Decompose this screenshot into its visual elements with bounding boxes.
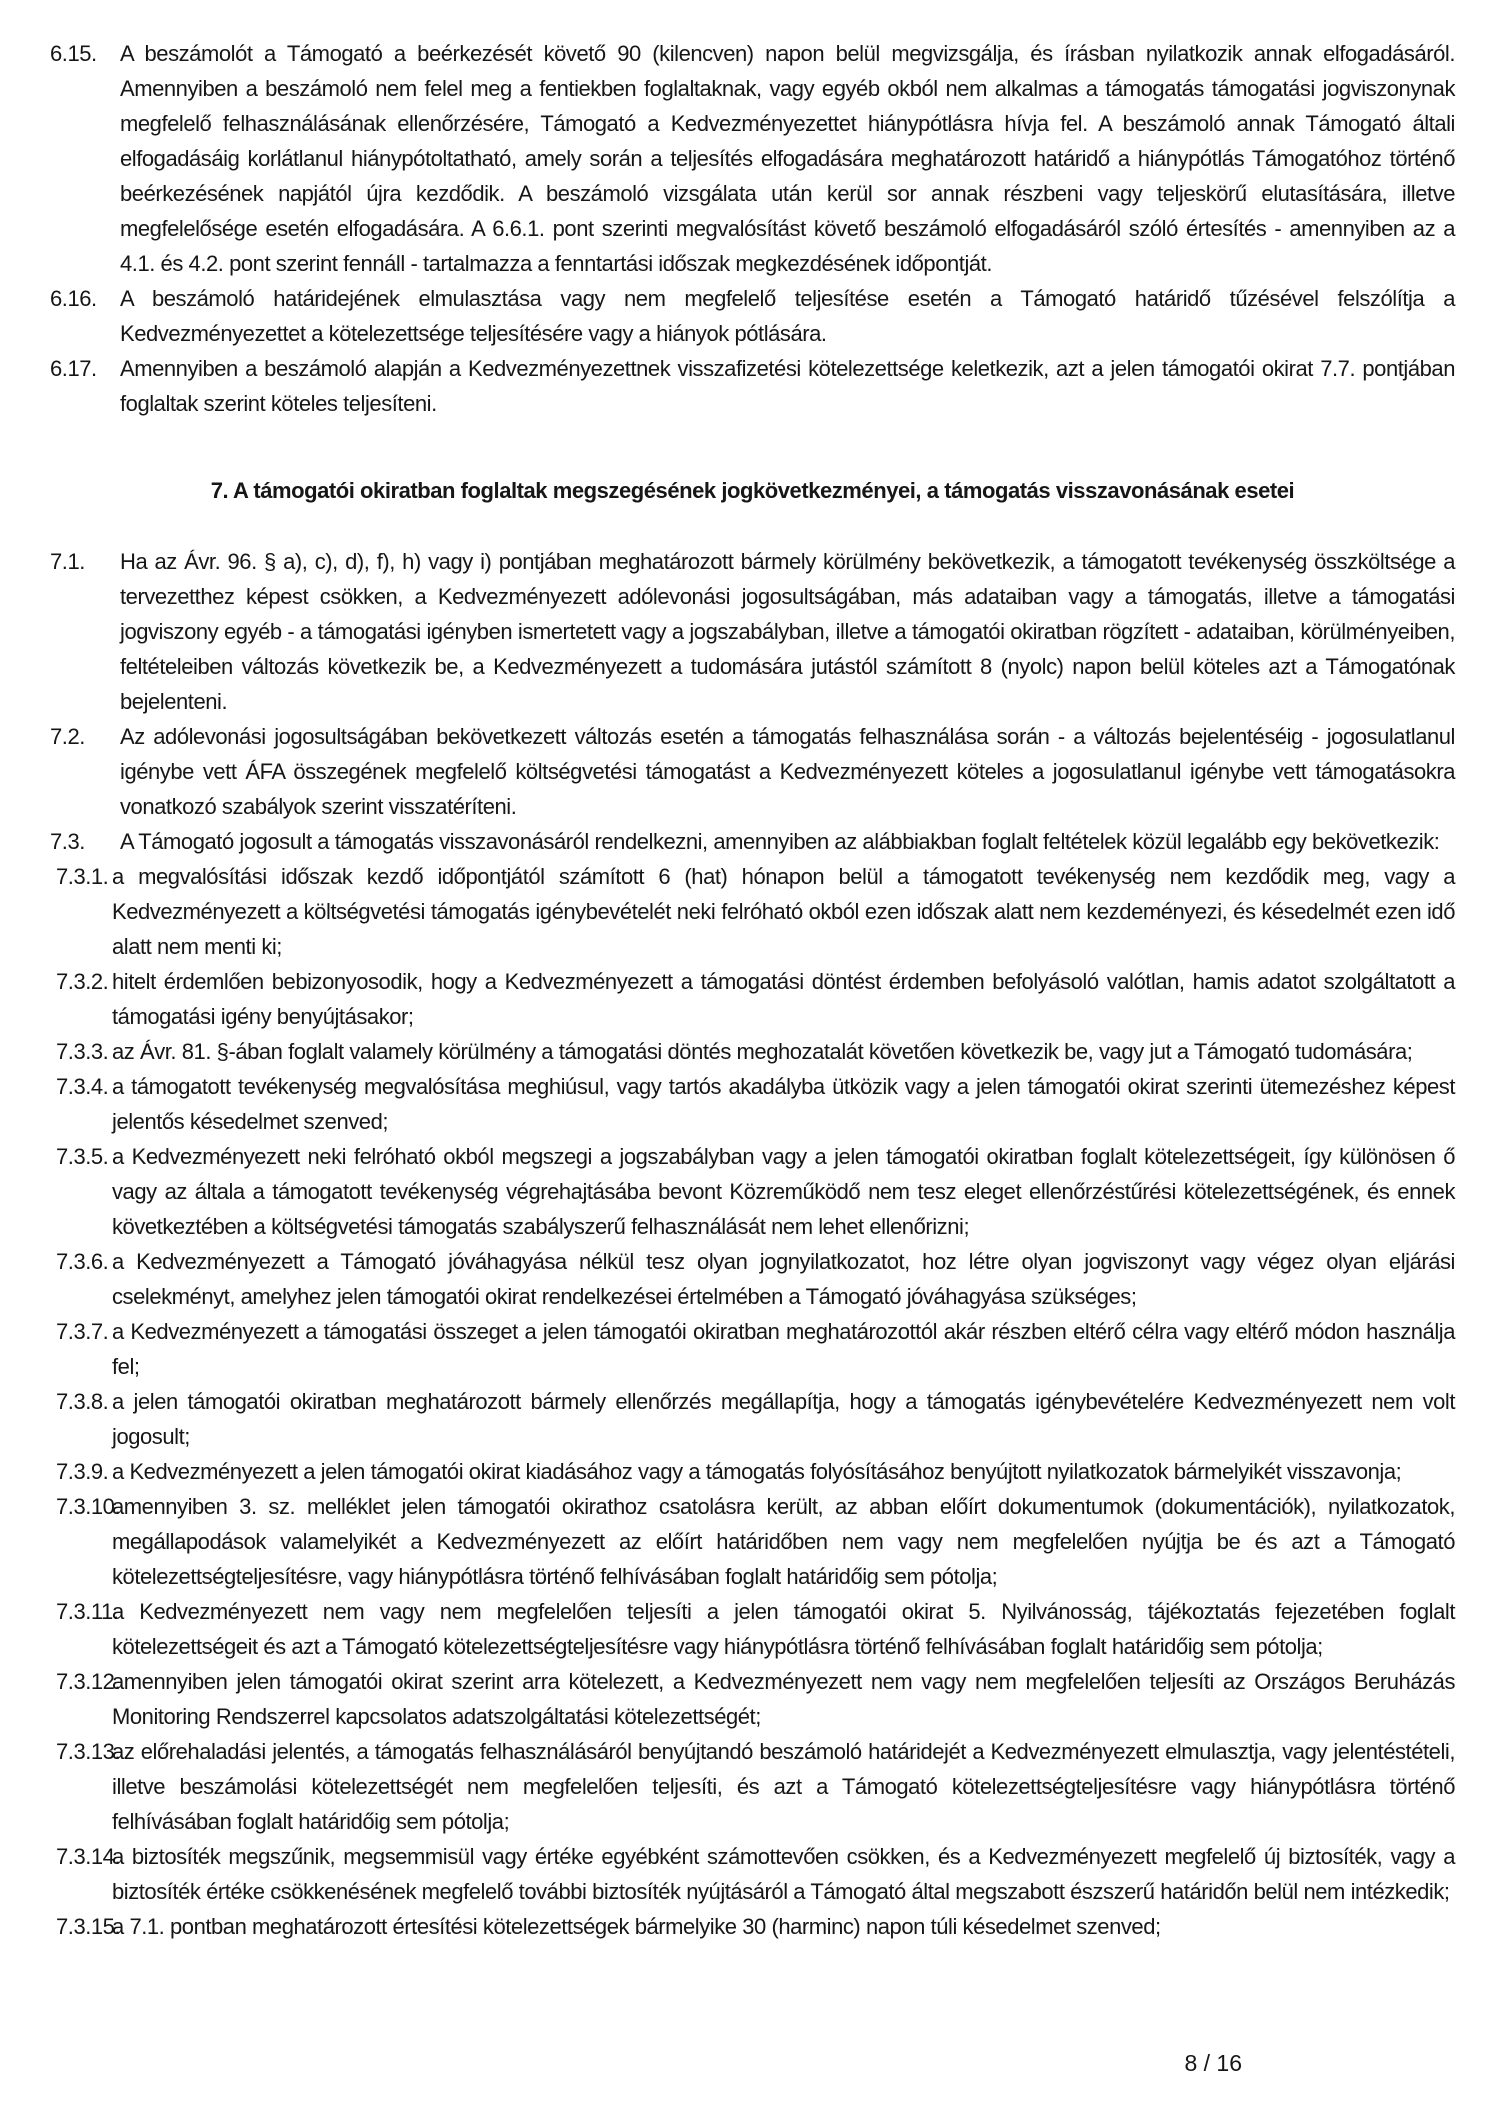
clause-7-3-5 <box>50 1139 1455 1244</box>
clause-text: amennyiben jelen támogatói okirat szerint arra kötelezett, a Kedvezményezett nem vagy nem megfelelően teljesíti az Országos Beruházás Monitoring Rendszerrel kapcsolatos adatszolgáltatási kötelezettségét; <box>112 1669 1455 1729</box>
clause-number: 7.3.13. <box>56 1739 121 1764</box>
clause-text: A beszámoló határidejének elmulasztása vagy nem megfelelő teljesítése esetén a Támogató határidő tűzésével felszólítja a Kedvezményezettet a kötelezettsége teljesítésére vagy a hiányok pótlására. <box>120 286 1455 346</box>
clause-text: a Kedvezményezett a jelen támogatói okirat kiadásához vagy a támogatás folyósításához benyújtott nyilatkozatok bármelyikét visszavonja; <box>112 1459 1402 1484</box>
page-number: 8 / 16 <box>1184 2050 1242 2076</box>
clause-text: Az adólevonási jogosultságában bekövetkezett változás esetén a támogatás felhasználása során - a változás bejelentéséig - jogosulatlanul igénybe vett ÁFA összegének megfelelő költségvetési támogatást a Kedvezményezett köteles a jogosulatlanul igénybe vett támogatásokra vonatkozó szabályok szerint visszatéríteni. <box>120 724 1455 819</box>
clause-number: 7.3.7. <box>56 1319 109 1344</box>
clause-text: a Kedvezményezett neki felróható okból megszegi a jogszabályban vagy a jelen támogatói okiratban foglalt kötelezettségeit, így különösen ő vagy az általa a támogatott tevékenység végrehajtásába bevont Közreműködő nem tesz eleget ellenőrzéstűrési kötelezettségének, és ennek következtében a költségvetési támogatás szabályszerű felhasználását nem lehet ellenőrizni; <box>112 1144 1455 1239</box>
clause-number: 6.16. <box>50 286 97 311</box>
clause-text: a megvalósítási időszak kezdő időpontjától számított 6 (hat) hónapon belül a támogatott tevékenység nem kezdődik meg, vagy a Kedvezményezett a költségvetési támogatás igénybevételét neki felróható okból ezen időszak alatt nem kezdeményezi, és késedelmét ezen idő alatt nem menti ki; <box>112 864 1455 959</box>
clause-number: 7.2. <box>50 724 85 749</box>
clause-7-3-6 <box>50 1244 1455 1314</box>
clause-7-3-8 <box>50 1384 1455 1454</box>
clause-7-3-9 <box>50 1454 1455 1489</box>
clause-7-3-3 <box>50 1034 1455 1069</box>
document-content <box>50 36 1455 1944</box>
clause-7-3-7 <box>50 1314 1455 1384</box>
clause-text: Amennyiben a beszámoló alapján a Kedvezményezettnek visszafizetési kötelezettsége keletkezik, azt a jelen támogatói okirat 7.7. pontjában foglaltak szerint köteles teljesíteni. <box>120 356 1455 416</box>
clause-text: a jelen támogatói okiratban meghatározott bármely ellenőrzés megállapítja, hogy a támogatás igénybevételére Kedvezményezett nem volt jogosult; <box>112 1389 1455 1449</box>
clause-7-3-13 <box>50 1734 1455 1839</box>
clause-7-3-12 <box>50 1664 1455 1734</box>
clause-number: 6.15. <box>50 41 97 66</box>
clause-number: 7.3. <box>50 829 85 854</box>
clause-number: 7.1. <box>50 549 85 574</box>
clause-7-3-4 <box>50 1069 1455 1139</box>
clause-6-15 <box>50 36 1455 281</box>
clause-text: Ha az Ávr. 96. § a), c), d), f), h) vagy i) pontjában meghatározott bármely körülmény bekövetkezik, a támogatott tevékenység összköltsége a tervezetthez képest csökken, a Kedvezményezett adólevonási jogosultságában, más adataiban vagy a támogatás, illetve a támogatási jogviszony egyéb - a támogatási igényben ismertetett vagy a jogszabályban, illetve a támogatói okiratban rögzített - adataiban, körülményeiben, feltételeiben változás következik be, a Kedvezményezett a tudomására jutástól számított 8 (nyolc) napon belül köteles azt a Támogatónak bejelenteni. <box>120 549 1455 714</box>
clause-7-3-14 <box>50 1839 1455 1909</box>
clause-number: 6.17. <box>50 356 97 381</box>
clause-number: 7.3.5. <box>56 1144 109 1169</box>
clause-text: a Kedvezményezett a Támogató jóváhagyása nélkül tesz olyan jognyilatkozatot, hoz létre olyan jogviszonyt vagy végez olyan eljárási cselekményt, amelyhez jelen támogatói okirat rendelkezései értelmében a Támogató jóváhagyása szükséges; <box>112 1249 1455 1309</box>
clause-7-1 <box>50 544 1455 719</box>
clause-text: hitelt érdemlően bebizonyosodik, hogy a Kedvezményezett a támogatási döntést érdemben befolyásoló valótlan, hamis adatot szolgáltatott a támogatási igény benyújtásakor; <box>112 969 1455 1029</box>
clause-number: 7.3.2. <box>56 969 109 994</box>
clause-7-3 <box>50 824 1455 859</box>
clause-text: amennyiben 3. sz. melléklet jelen támogatói okirathoz csatolásra került, az abban előírt dokumentumok (dokumentációk), nyilatkozatok, megállapodások valamelyikét a Kedvezményezett az előírt határidőben nem vagy nem megfelelően nyújtja be és azt a Támogató kötelezettségteljesítésre, vagy hiánypótlásra történő felhívásában foglalt határidőig sem pótolja; <box>112 1494 1455 1589</box>
clause-7-3-11 <box>50 1594 1455 1664</box>
clause-6-16 <box>50 281 1455 351</box>
clause-number: 7.3.8. <box>56 1389 109 1414</box>
section-7-heading: 7. A támogatói okiratban foglaltak megszegésének jogkövetkezményei, a támogatás visszavonásának esetei <box>210 478 1295 503</box>
clause-number: 7.3.12. <box>56 1669 121 1694</box>
clause-number: 7.3.14. <box>56 1844 121 1869</box>
clause-7-3-1 <box>50 859 1455 964</box>
clause-text: a Kedvezményezett nem vagy nem megfelelően teljesíti a jelen támogatói okirat 5. Nyilvánosság, tájékoztatás fejezetében foglalt kötelezettségeit és azt a Támogató kötelezettségteljesítésre vagy hiánypótlásra történő felhívásában foglalt határidőig sem pótolja; <box>112 1599 1455 1659</box>
clause-text: az Ávr. 81. §-ában foglalt valamely körülmény a támogatási döntés meghozatalát követően következik be, vagy jut a Támogató tudomására; <box>112 1039 1413 1064</box>
clause-number: 7.3.10. <box>56 1494 121 1519</box>
clause-number: 7.3.4. <box>56 1074 109 1099</box>
clause-number: 7.3.6. <box>56 1249 109 1274</box>
clause-7-2 <box>50 719 1455 824</box>
clause-7-3-2 <box>50 964 1455 1034</box>
clause-text: a támogatott tevékenység megvalósítása meghiúsul, vagy tartós akadályba ütközik vagy a jelen támogatói okirat szerinti ütemezéshez képest jelentős késedelmet szenved; <box>112 1074 1455 1134</box>
clause-number: 7.3.1. <box>56 864 109 889</box>
clause-6-17 <box>50 351 1455 421</box>
clause-text: az előrehaladási jelentés, a támogatás felhasználásáról benyújtandó beszámoló határidejét a Kedvezményezett elmulasztja, vagy jelentéstételi, illetve beszámolási kötelezettségét nem megfelelően teljesíti, és azt a Támogató kötelezettségteljesítésre vagy hiánypótlásra történő felhívásában foglalt határidőig sem pótolja; <box>112 1739 1455 1834</box>
clause-text: A beszámolót a Támogató a beérkezését követő 90 (kilencven) napon belül megvizsgálja, és írásban nyilatkozik annak elfogadásáról. Amennyiben a beszámoló nem felel meg a fentiekben foglaltaknak, vagy egyéb okból nem alkalmas a támogatás támogatási jogviszonynak megfelelő felhasználásának ellenőrzésére, Támogató a Kedvezményezettet hiánypótlásra hívja fel. A beszámoló annak Támogató általi elfogadásáig korlátlanul hiánypótoltatható, amely során a teljesítés elfogadására meghatározott határidő a hiánypótlás Támogatóhoz történő beérkezésének napjától újra kezdődik. A beszámoló vizsgálata után kerül sor annak részbeni vagy teljeskörű elutasítására, illetve megfelelősége esetén elfogadására. A 6.6.1. pont szerinti megvalósítást követő beszámoló elfogadásáról szóló értesítés - amennyiben az a 4.1. és 4.2. pont szerint fennáll - tartalmazza a fenntartási időszak megkezdésének időpontját. <box>120 41 1455 276</box>
clause-text: a biztosíték megszűnik, megsemmisül vagy értéke egyébként számottevően csökken, és a Kedvezményezett megfelelő új biztosíték, vagy a biztosíték értéke csökkenésének megfelelő további biztosíték nyújtásáról a Támogató által megszabott észszerű határidőn belül nem intézkedik; <box>112 1844 1455 1904</box>
clause-7-3-15 <box>50 1909 1455 1944</box>
clause-text: a Kedvezményezett a támogatási összeget a jelen támogatói okiratban meghatározottól akár részben eltérő célra vagy eltérő módon használja fel; <box>112 1319 1455 1379</box>
clause-number: 7.3.15. <box>56 1914 121 1939</box>
clause-7-3-10 <box>50 1489 1455 1594</box>
clause-number: 7.3.3. <box>56 1039 109 1064</box>
clause-text: a 7.1. pontban meghatározott értesítési kötelezettségek bármelyike 30 (harminc) napon túli késedelmet szenved; <box>112 1914 1161 1939</box>
clause-number: 7.3.11. <box>56 1599 119 1624</box>
clause-number: 7.3.9. <box>56 1459 109 1484</box>
clause-text: A Támogató jogosult a támogatás visszavonásáról rendelkezni, amennyiben az alábbiakban foglalt feltételek közül legalább egy bekövetkezik: <box>120 829 1440 854</box>
